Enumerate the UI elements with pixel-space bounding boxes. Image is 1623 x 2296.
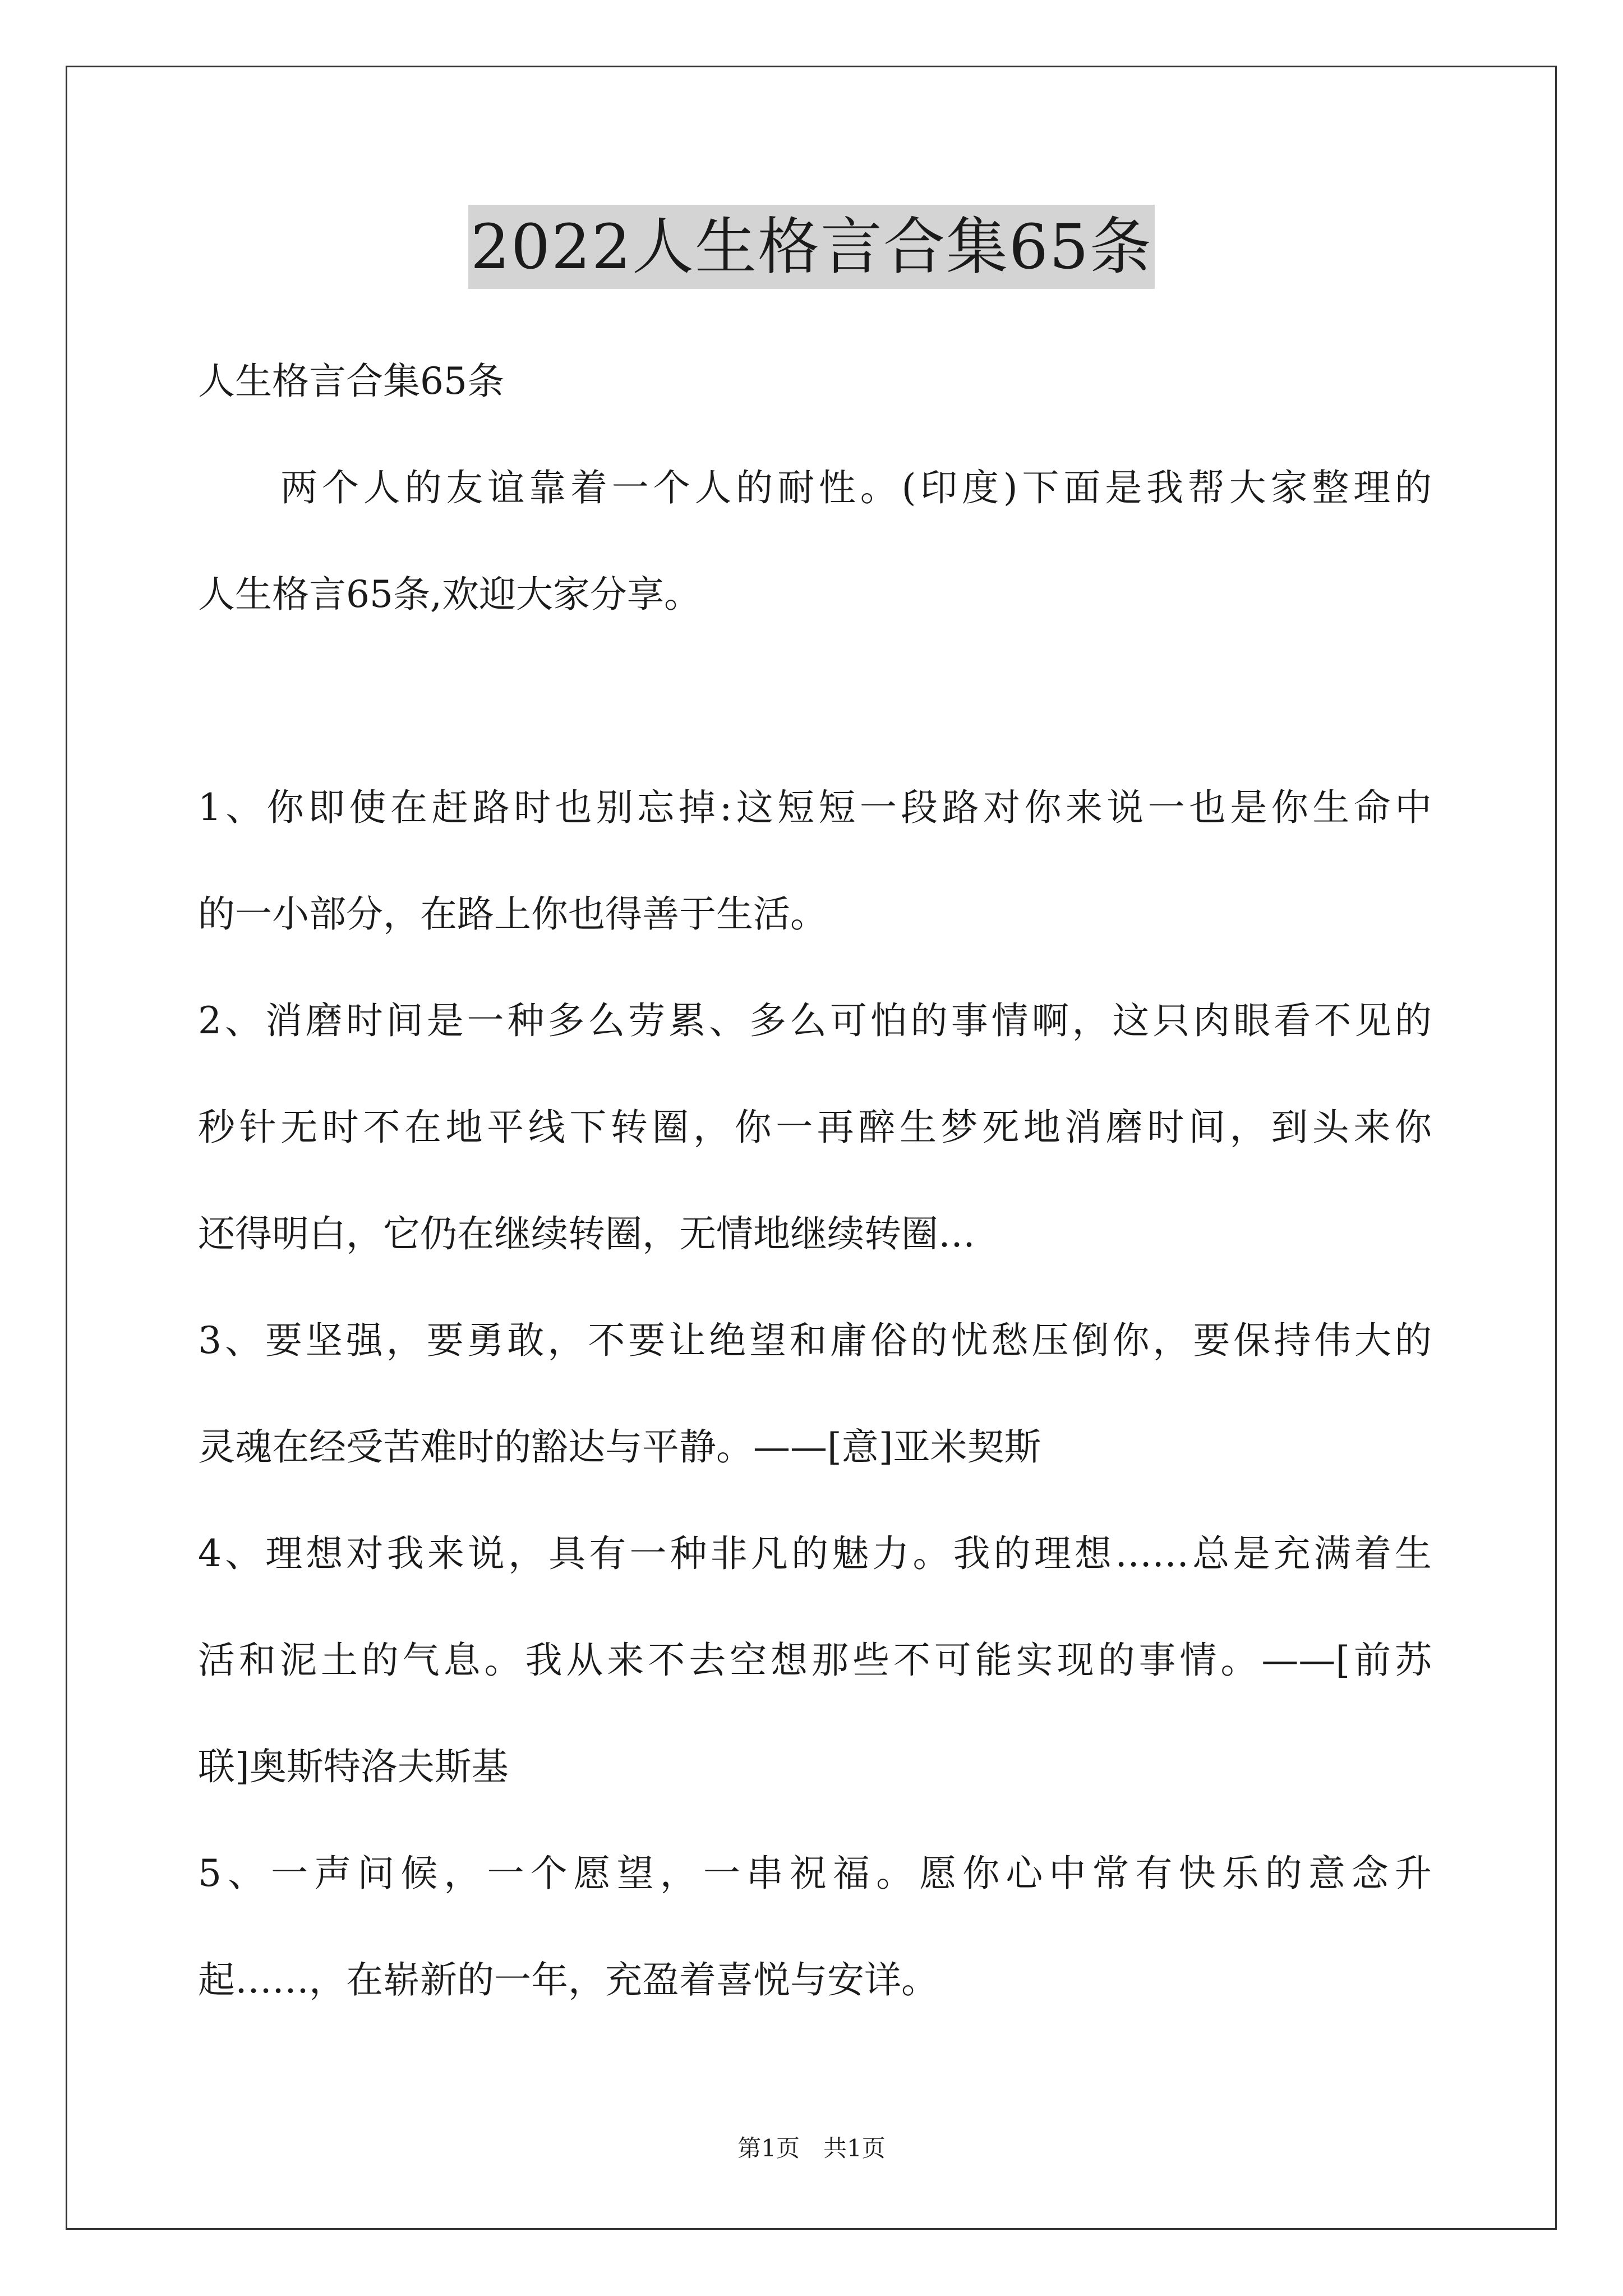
item-5-line-1: 5、一声问候，一个愿望，一串祝福。愿你心中常有快乐的意念升 bbox=[198, 1852, 1432, 1895]
subtitle: 人生格言合集65条 bbox=[198, 360, 504, 403]
item-4-line-2: 活和泥土的气息。我从来不去空想那些不可能实现的事情。——[前苏 bbox=[198, 1639, 1432, 1682]
page-title: 2022人生格言合集65条 bbox=[468, 205, 1155, 289]
item-1-line-1: 1、你即使在赶路时也别忘掉:这短短一段路对你来说一也是你生命中 bbox=[198, 786, 1432, 829]
title-wrap bbox=[0, 205, 1623, 289]
intro-line-2: 人生格言65条,欢迎大家分享。 bbox=[198, 573, 701, 616]
item-3-line-2: 灵魂在经受苦难时的豁达与平静。——[意]亚米契斯 bbox=[198, 1425, 1041, 1469]
item-4-line-1: 4、理想对我来说，具有一种非凡的魅力。我的理想……总是充满着生 bbox=[198, 1532, 1432, 1575]
item-2-line-3: 还得明白，它仍在继续转圈，无情地继续转圈… bbox=[198, 1212, 975, 1255]
intro-line-1: 两个人的友谊靠着一个人的耐性。(印度)下面是我帮大家整理的 bbox=[280, 466, 1432, 509]
item-3-line-1: 3、要坚强，要勇敢，不要让绝望和庸俗的忧愁压倒你，要保持伟大的 bbox=[198, 1319, 1432, 1362]
item-5-line-2: 起……，在崭新的一年，充盈着喜悦与安详。 bbox=[198, 1958, 938, 2001]
item-2-line-2: 秒针无时不在地平线下转圈，你一再醉生梦死地消磨时间，到头来你 bbox=[198, 1106, 1432, 1149]
page-footer: 第1页 共1页 bbox=[737, 2134, 886, 2162]
item-2-line-1: 2、消磨时间是一种多么劳累、多么可怕的事情啊，这只肉眼看不见的 bbox=[198, 999, 1432, 1042]
item-1-line-2: 的一小部分，在路上你也得善于生活。 bbox=[198, 892, 827, 936]
item-4-line-3: 联]奥斯特洛夫斯基 bbox=[198, 1745, 509, 1788]
